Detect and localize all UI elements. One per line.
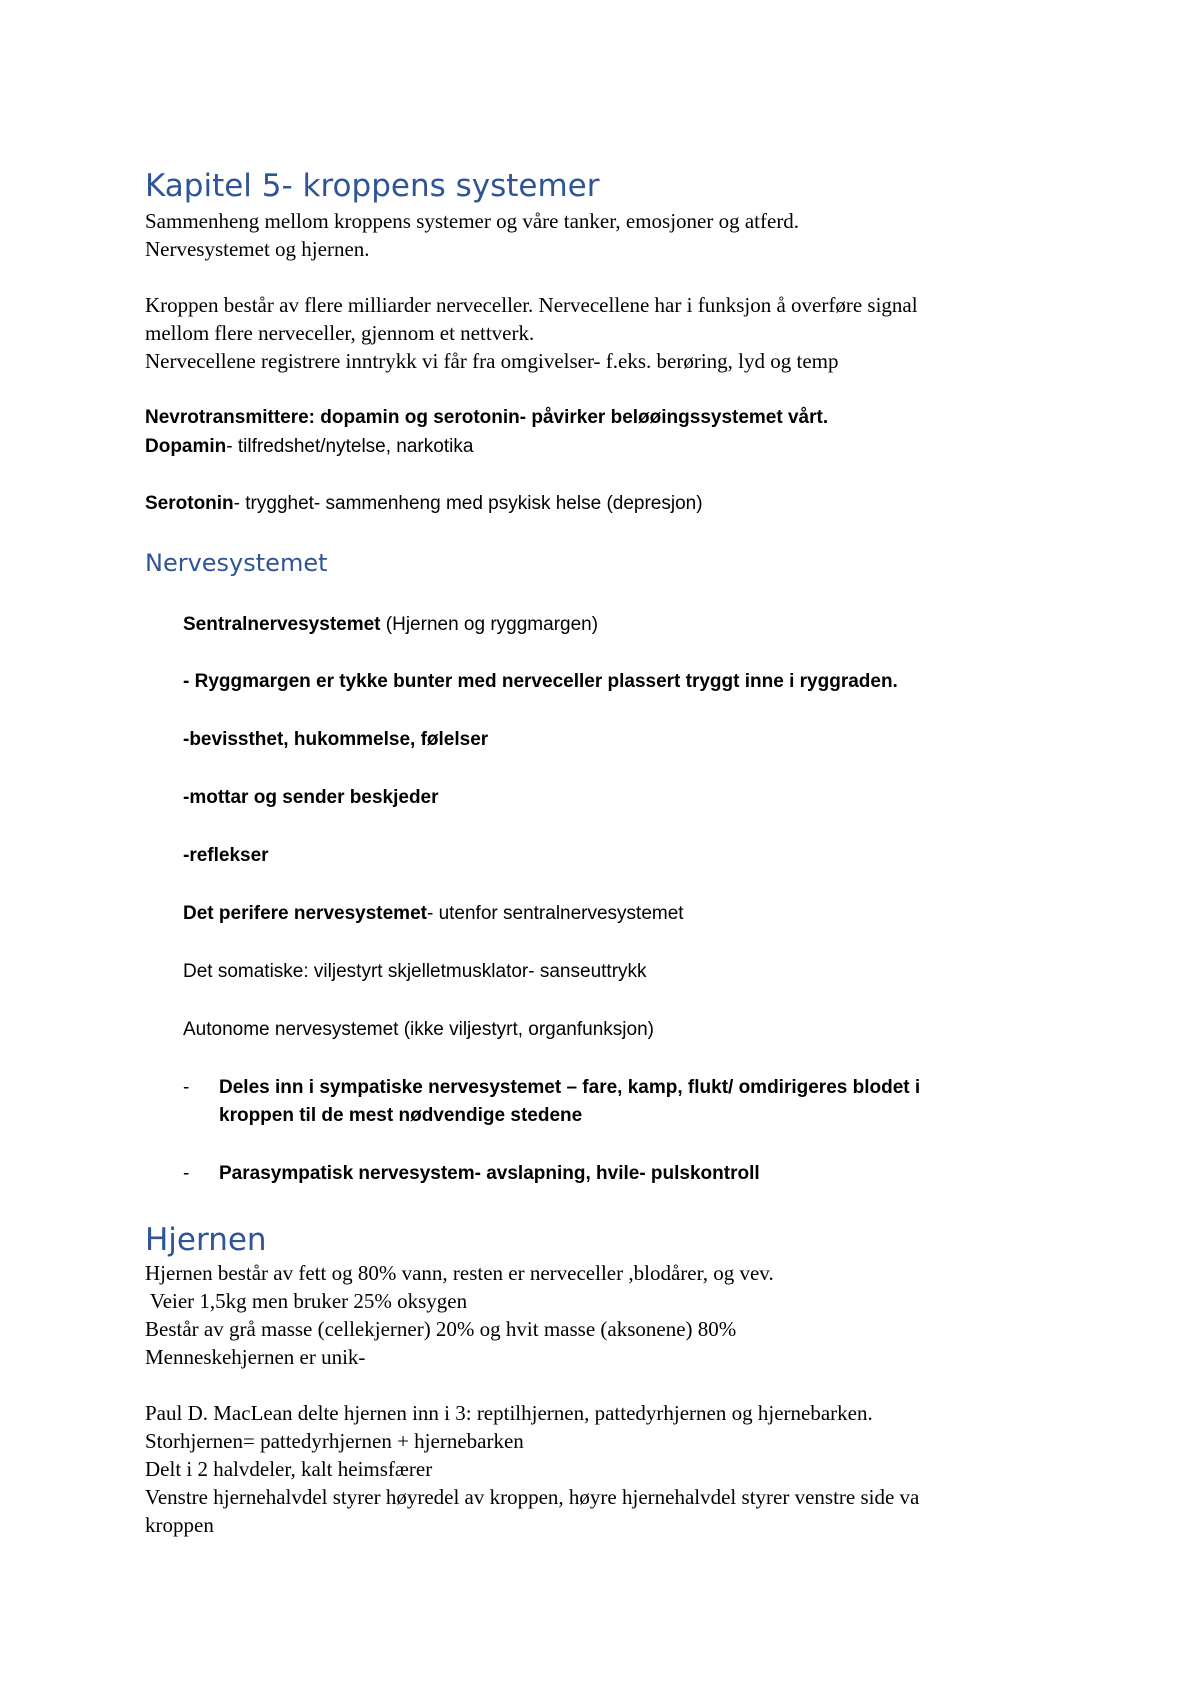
- somatic-line: Det somatiske: viljestyrt skjelletmusklator- sanseuttrykk: [183, 961, 647, 982]
- intro-line-2: Nervesystemet og hjernen.: [145, 237, 370, 261]
- parasympathetic-label: Parasympatisk nervesystem-: [219, 1163, 481, 1184]
- intro-line-5: Nervecellene registrere inntrykk vi får fra omgivelser- f.eks. berøring, lyd og temp: [145, 349, 839, 373]
- brain-line-4: Menneskehjernen er unik-: [145, 1345, 366, 1369]
- brain-line-5: Paul D. MacLean delte hjernen inn i 3: reptilhjernen, pattedyrhjernen og hjernebarken.: [145, 1401, 873, 1425]
- sympathetic-line-2: kroppen til de mest nødvendige stedene: [219, 1105, 583, 1126]
- dopamin-line: [145, 433, 473, 461]
- cns-item-1: -bevissthet, hukommelse, følelser: [183, 729, 489, 750]
- pns-label: Det perifere nervesystemet: [183, 903, 427, 924]
- brain-line-2: Veier 1,5kg men bruker 25% oksygen: [145, 1289, 468, 1313]
- dopamin-text: - tilfredshet/nytelse, narkotika: [226, 436, 474, 457]
- sympathetic-text: [219, 1074, 920, 1102]
- brain-line-1: Hjernen består av fett og 80% vann, resten er nerveceller ,blodårer, og vev.: [145, 1261, 774, 1285]
- intro-line-1: Sammenheng mellom kroppens systemer og våre tanker, emosjoner og atferd.: [145, 209, 800, 233]
- neurotransmitter-line: Nevrotransmittere: dopamin og serotonin- påvirker beløøingssystemet vårt.: [145, 407, 829, 428]
- nervesystem-heading: Nervesystemet: [145, 549, 328, 577]
- serotonin-label: Serotonin: [145, 493, 234, 514]
- cns-item-3: -reflekser: [183, 845, 269, 866]
- sympathetic-rest: – fare, kamp, flukt/ omdirigeres blodet i: [561, 1077, 921, 1098]
- cns-item-2: -mottar og sender beskjeder: [183, 787, 439, 808]
- pns-text: - utenfor sentralnervesystemet: [426, 903, 684, 924]
- brain-line-7: Delt i 2 halvdeler, kalt heimsfærer: [145, 1457, 433, 1481]
- sympathetic-pre: Deles inn i: [219, 1077, 320, 1098]
- sympathetic-label: sympatiske nervesystemet: [319, 1077, 562, 1098]
- cns-text: (Hjernen og ryggmargen): [380, 614, 599, 635]
- bullet-dash: -: [183, 1163, 190, 1184]
- intro-line-3: Kroppen består av flere milliarder nerveceller. Nervecellene har i funksjon å overføre signal: [145, 293, 918, 317]
- serotonin-text: - trygghet- sammenheng med psykisk helse (depresjon): [233, 493, 703, 514]
- brain-line-3: Består av grå masse (cellekjerner) 20% og hvit masse (aksonene) 80%: [145, 1317, 737, 1341]
- spine-line: - Ryggmargen er tykke bunter med nerveceller plassert tryggt inne i ryggraden.: [183, 671, 898, 692]
- chapter-title: Kapitel 5- kroppens systemer: [145, 168, 600, 204]
- cns-line: [183, 611, 598, 639]
- brain-heading: Hjernen: [145, 1222, 267, 1258]
- bullet-dash: -: [183, 1077, 190, 1098]
- autonomic-line: Autonome nervesystemet (ikke viljestyrt, organfunksjon): [183, 1019, 654, 1040]
- dopamin-label: Dopamin: [145, 436, 227, 457]
- cns-label: Sentralnervesystemet: [183, 614, 381, 635]
- brain-line-8: Venstre hjernehalvdel styrer høyredel av kroppen, høyre hjernehalvdel styrer venstre side va: [145, 1485, 920, 1509]
- parasympathetic-rest: avslapning, hvile- pulskontroll: [480, 1163, 760, 1184]
- pns-line: [183, 900, 684, 928]
- bullet-sympathetic: [183, 1074, 1083, 1130]
- bullet-parasympathetic: [183, 1160, 1083, 1188]
- brain-line-9: kroppen: [145, 1513, 214, 1537]
- serotonin-line: [145, 490, 703, 518]
- parasympathetic-text: [219, 1160, 760, 1188]
- intro-line-4: mellom flere nerveceller, gjennom et nettverk.: [145, 321, 535, 345]
- brain-line-6: Storhjernen= pattedyrhjernen + hjernebarken: [145, 1429, 524, 1453]
